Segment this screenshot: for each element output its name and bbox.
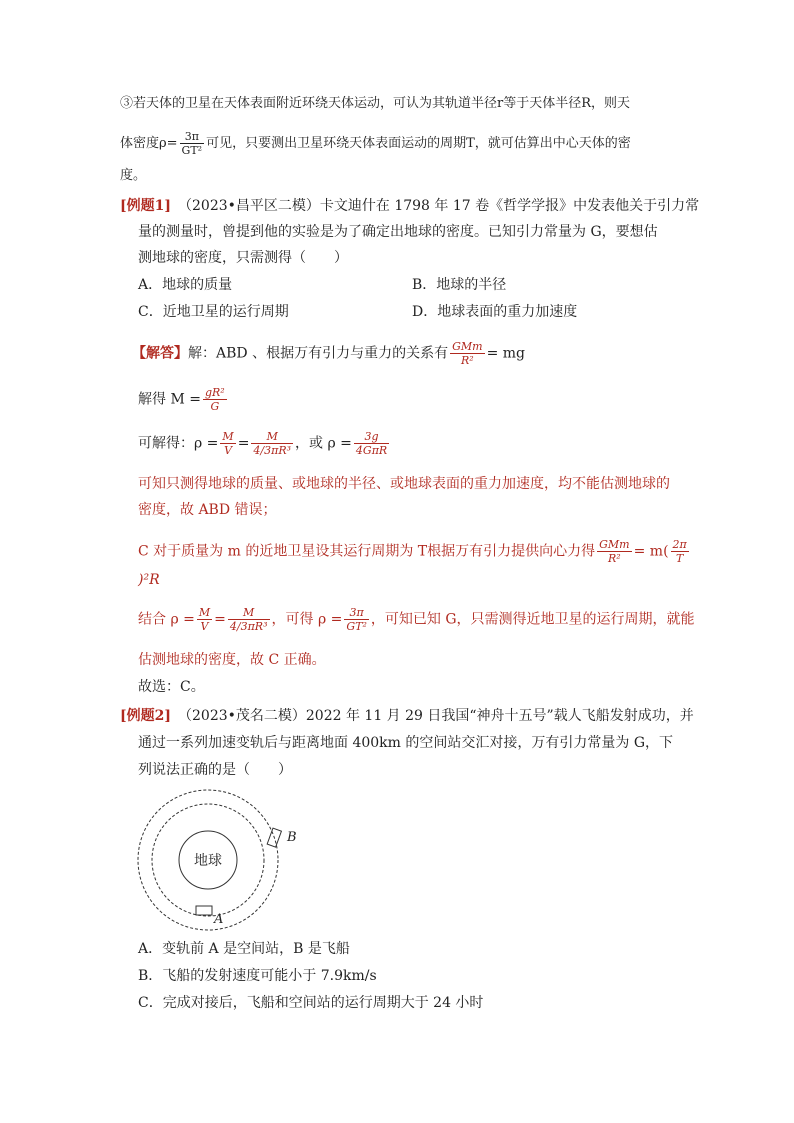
density-numerator: 3π	[180, 130, 205, 144]
density-fraction-6-den: GT²	[346, 620, 367, 633]
density-fraction-3	[354, 430, 389, 457]
intro-line-2	[120, 130, 631, 157]
example-1-tag: [例题1]	[120, 198, 171, 214]
gravity-numerator: GMm	[452, 340, 483, 353]
solution-tag: 【解答】	[132, 345, 188, 362]
example-1-line-2: 量的测量时，曾提到他的实验是为了确定出地球的密度。已知引力常量为 G，要想估	[138, 224, 658, 240]
solution-step-3	[138, 430, 391, 457]
mass-denominator: G	[210, 400, 220, 413]
gravity-denominator: R²	[460, 354, 474, 367]
example-1-choice-c[interactable]: C．近地卫星的运行周期	[138, 304, 289, 320]
spacecraft-a-icon	[196, 906, 212, 915]
example-1-choice-d[interactable]: D．地球表面的重力加速度	[412, 304, 578, 320]
solution-step-6-text: C 对于质量为 m 的近地卫星设其运行周期为 T根据万有引力提供向心力得	[138, 543, 596, 560]
solution-step-3-mid: ，或 ρ =	[295, 435, 352, 452]
example-1-line-1: （2023•昌平区二模）卡文迪什在 1798 年 17 卷《哲学学报》中发表他关于引力常	[178, 198, 700, 214]
density-fraction-1-num: M	[222, 430, 234, 443]
density-fraction-2	[251, 430, 293, 457]
density-fraction-1	[220, 430, 235, 457]
solution-step-6-mid: = m(	[633, 543, 669, 560]
density-fraction-5	[228, 606, 270, 633]
label-a: A	[214, 912, 224, 927]
density-fraction-6-num: 3π	[344, 606, 369, 620]
density-fraction-3-den: 4GπR	[355, 444, 388, 457]
equals-sign: =	[237, 435, 250, 452]
density-fraction-1-den: V	[224, 444, 233, 457]
density-formula	[180, 130, 205, 157]
example-2-choice-b[interactable]: B．飞船的发射速度可能小于 7.9km/s	[138, 968, 377, 984]
example-2-choice-a[interactable]: A．变轨前 A 是空间站，B 是飞船	[138, 941, 350, 957]
density-fraction-2-num: M	[251, 430, 293, 444]
gravity-formula	[450, 340, 484, 367]
solution-step-8-post: ，可知已知 G，只需测得近地卫星的运行周期，就能	[370, 611, 695, 628]
density-fraction-6	[344, 606, 369, 633]
solution-step-8-mid: ，可得 ρ =	[271, 611, 343, 628]
centripetal-fraction-2	[671, 538, 689, 565]
mass-formula	[203, 386, 227, 413]
orbit-diagram	[130, 785, 310, 935]
solution-step-3-text: 可解得：ρ =	[138, 435, 219, 452]
intro-line-2-prefix: 体密度ρ=	[120, 136, 178, 151]
centripetal-fraction-1-num: GMm	[599, 538, 630, 551]
equals-sign-2: =	[214, 611, 226, 628]
example-1-choice-a[interactable]: A．地球的质量	[138, 277, 233, 293]
density-fraction-4-den: V	[200, 620, 209, 633]
example-2-choice-c[interactable]: C．完成对接后，飞船和空间站的运行周期大于 24 小时	[138, 995, 484, 1011]
solution-step-1-result: = mg	[486, 345, 525, 362]
density-fraction-4	[197, 606, 212, 633]
solution-step-1	[132, 340, 525, 367]
centripetal-fraction-2-den: T	[675, 552, 684, 565]
solution-step-9: 估测地球的密度，故 C 正确。	[138, 652, 326, 668]
density-fraction-5-num: M	[228, 606, 270, 620]
centripetal-fraction-2-num: 2π	[672, 538, 687, 551]
solution-step-4: 可知只测得地球的质量、或地球的半径、或地球表面的重力加速度，均不能估测地球的	[138, 476, 670, 492]
solution-step-8-text: 结合 ρ =	[138, 611, 195, 628]
example-2-line-1: （2023•茂名二模）2022 年 11 月 29 日我国“神舟十五号”载人飞船发射成功，并	[178, 708, 694, 724]
solution-step-5: 密度，故 ABD 错误；	[138, 502, 277, 518]
example-2-line-3: 列说法正确的是（ ）	[138, 762, 292, 778]
earth-label: 地球	[194, 853, 222, 869]
solution-step-2	[138, 386, 229, 413]
label-b: B	[287, 830, 297, 845]
density-fraction-2-den: 4/3πR³	[253, 444, 292, 457]
solution-step-2-text: 解得 M =	[138, 391, 201, 408]
density-fraction-4-num: M	[198, 606, 211, 619]
density-denominator: GT²	[181, 144, 203, 157]
intro-line-1: ③若天体的卫星在天体表面附近环绕天体运动，可认为其轨道半径r等于天体半径R，则天	[120, 96, 631, 111]
solution-step-1-text: 解：ABD 、根据万有引力与重力的关系有	[188, 345, 449, 362]
density-fraction-5-den: 4/3πR³	[229, 620, 268, 633]
solution-step-8	[138, 606, 695, 633]
solution-step-7: )²R	[138, 572, 160, 588]
intro-line-2-suffix: 可见，只要测出卫星环绕天体表面运动的周期T，就可估算出中心天体的密	[206, 136, 631, 151]
density-fraction-3-num: 3g	[354, 430, 389, 444]
intro-line-3: 度。	[120, 168, 147, 183]
solution-step-6	[138, 538, 691, 565]
example-2-tag: [例题2]	[120, 708, 171, 724]
solution-answer: 故选：C。	[138, 679, 205, 695]
example-2-line-2: 通过一系列加速变轨后与距离地面 400km 的空间站交汇对接，万有引力常量为 G，下	[138, 735, 674, 751]
centripetal-fraction-1	[597, 538, 631, 565]
example-1-choice-b[interactable]: B．地球的半径	[412, 277, 507, 293]
centripetal-fraction-1-den: R²	[608, 552, 621, 565]
example-1-line-3: 测地球的密度，只需测得（ ）	[138, 250, 348, 266]
mass-numerator: gR²	[204, 386, 225, 399]
